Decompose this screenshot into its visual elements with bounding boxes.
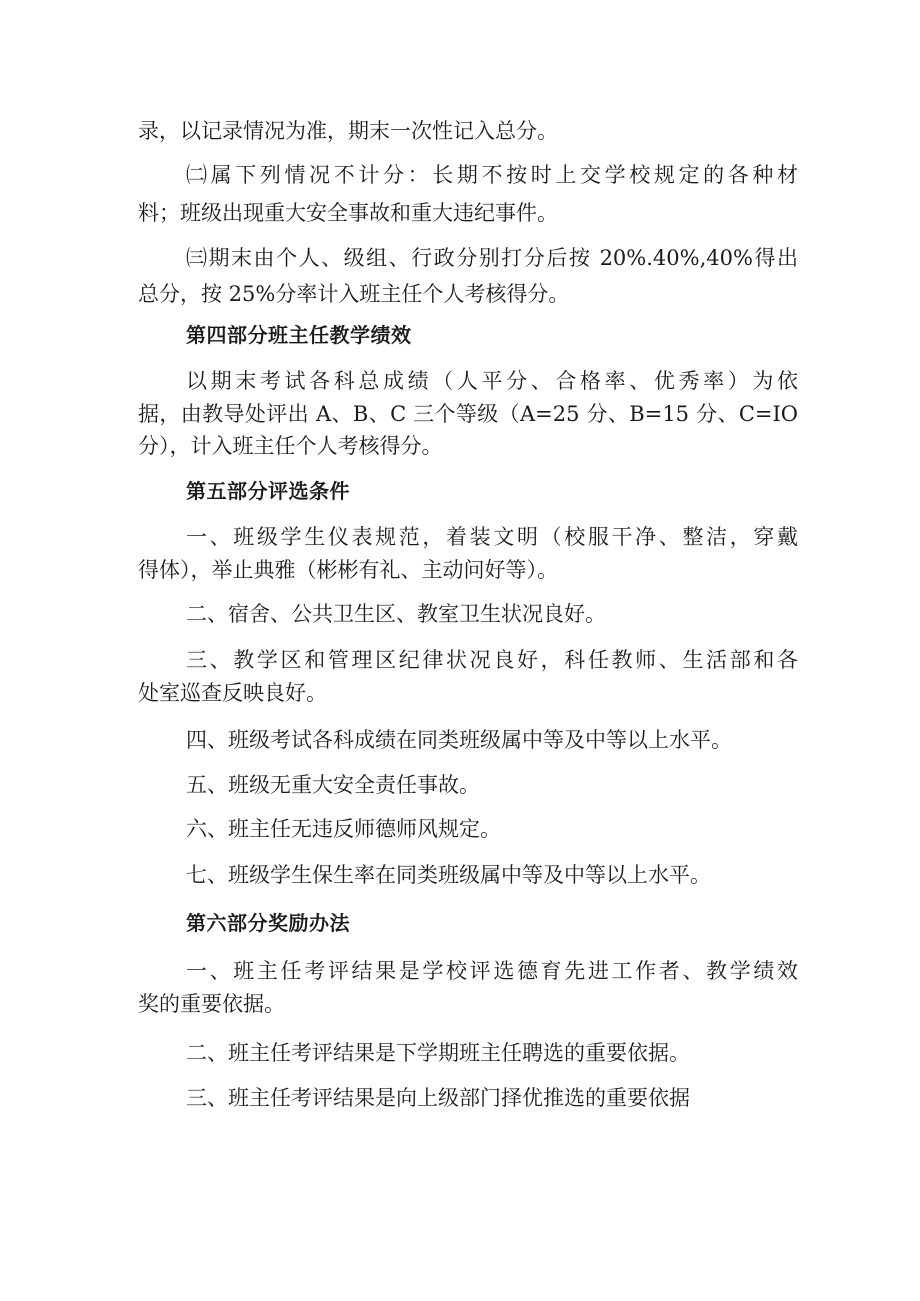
section-4-para-line-1: 以期末考试各科总成绩（人平分、合格率、优秀率）为依 <box>186 369 798 393</box>
condition-4: 四、班级考试各科成绩在同类班级属中等及中等以上水平。 <box>186 728 732 752</box>
condition-3-line-2: 处室巡查反映良好。 <box>138 681 327 705</box>
item-3-line-2: 总分，按 25%分率计入班主任个人考核得分。 <box>138 282 570 306</box>
condition-6: 六、班主任无违反师德师风规定。 <box>186 817 501 841</box>
condition-3-line-1: 三、教学区和管理区纪律状况良好，科任教师、生活部和各 <box>186 648 798 672</box>
condition-2: 二、宿舍、公共卫生区、教室卫生状况良好。 <box>186 602 606 626</box>
condition-5: 五、班级无重大安全责任事故。 <box>186 773 480 797</box>
item-2-line-2: 料；班级出现重大安全事故和重大违纪事件。 <box>138 201 558 225</box>
item-3-line-1: ㈢期末由个人、级组、行政分别打分后按 20%.40%,40%得出 <box>186 246 798 270</box>
section-heading-4: 第四部分班主任教学绩效 <box>186 323 412 347</box>
item-2-line-1: ㈡属下列情况不计分：长期不按时上交学校规定的各种材 <box>186 163 798 187</box>
section-4-para-line-2: 据，由教导处评出 A、B、C 三个等级（A=25 分、B=15 分、C=IO <box>138 402 798 426</box>
section-heading-6: 第六部分奖励办法 <box>186 911 350 935</box>
reward-3: 三、班主任考评结果是向上级部门择优推选的重要依据 <box>186 1086 690 1110</box>
condition-1-line-2: 得体），举止典雅（彬彬有礼、主动问好等）。 <box>138 558 558 582</box>
condition-1-line-1: 一、班级学生仪表规范，着装文明（校服干净、整洁，穿戴 <box>186 525 798 549</box>
section-4-para-line-3: 分），计入班主任个人考核得分。 <box>138 434 443 458</box>
reward-1-line-1: 一、班主任考评结果是学校评选德育先进工作者、教学绩效 <box>186 959 798 983</box>
section-heading-5: 第五部分评选条件 <box>186 479 350 503</box>
reward-1-line-2: 奖的重要依据。 <box>138 992 285 1016</box>
paragraph-continuation-line: 录，以记录情况为准，期末一次性记入总分。 <box>138 119 558 143</box>
condition-7: 七、班级学生保生率在同类班级属中等及中等以上水平。 <box>186 863 711 887</box>
reward-2: 二、班主任考评结果是下学期班主任聘选的重要依据。 <box>186 1041 690 1065</box>
